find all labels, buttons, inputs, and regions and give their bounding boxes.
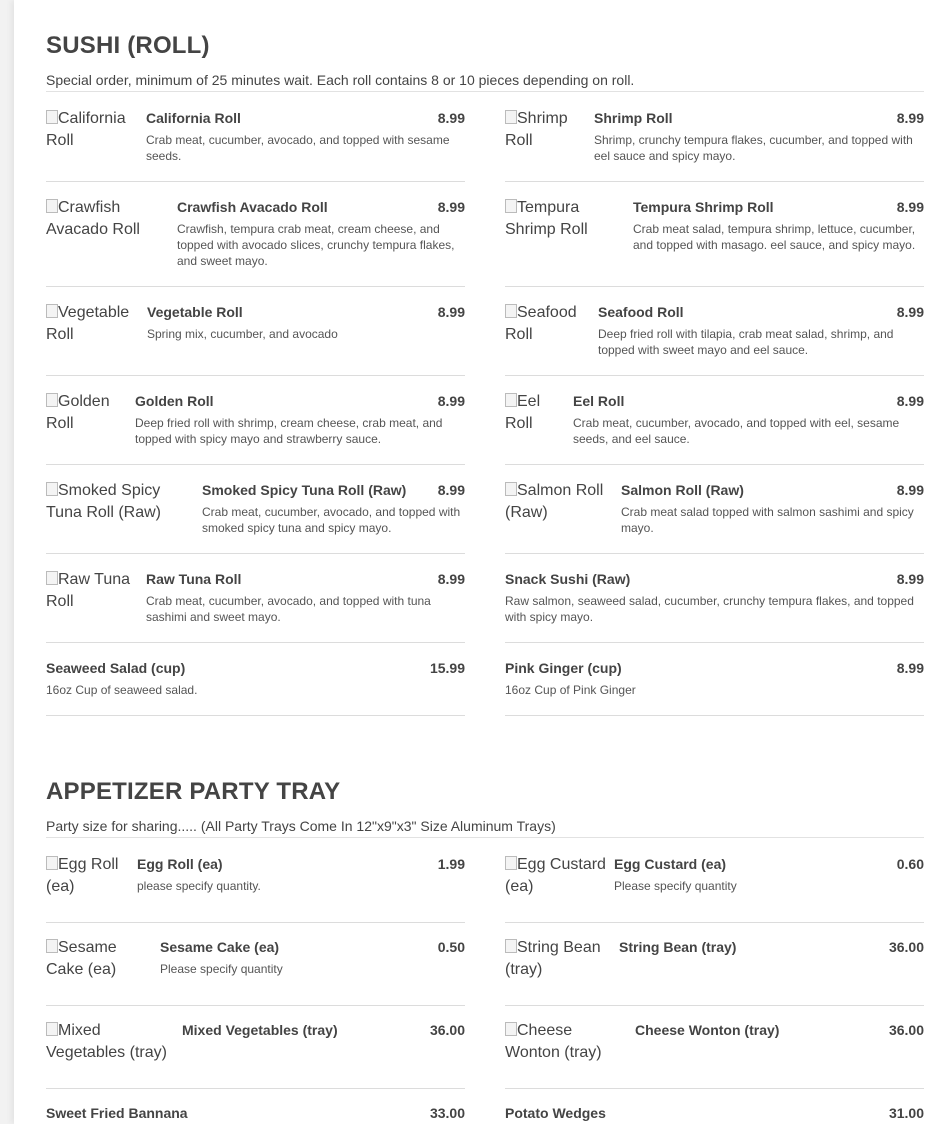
section-title: SUSHI (ROLL) — [46, 32, 210, 59]
item-image — [46, 391, 130, 441]
image-alt-text: Golden Roll — [46, 393, 110, 432]
item-image — [46, 937, 156, 987]
broken-image-icon — [505, 482, 517, 496]
image-alt-text: Egg Roll (ea) — [46, 856, 119, 895]
item-description: 16oz Cup of seaweed salad. — [46, 683, 198, 697]
item-image — [505, 937, 613, 987]
item-description: Deep fried roll with tilapia, crab meat salad, shrimp, and topped with sweet mayo and eel sauce. — [598, 327, 894, 357]
item-price: 0.50 — [437, 939, 465, 955]
item-image — [505, 480, 615, 530]
item-description: Crab meat, cucumber, avocado, and topped with eel, sesame seeds, and eel sauce. — [573, 416, 900, 446]
menu-item-potato-wedges[interactable] — [505, 1103, 924, 1124]
item-description: 16oz Cup of Pink Ginger — [505, 683, 636, 697]
image-alt-text: String Bean (tray) — [505, 939, 601, 978]
item-description: Crab meat salad topped with salmon sashimi and spicy mayo. — [621, 505, 914, 535]
image-alt-text: Mixed Vegetables (tray) — [46, 1022, 167, 1061]
image-alt-text: Salmon Roll (Raw) — [505, 482, 604, 521]
menu-page — [14, 0, 950, 1124]
image-alt-text: Cheese Wonton (tray) — [505, 1022, 602, 1061]
broken-image-icon — [505, 199, 517, 213]
broken-image-icon — [505, 393, 517, 407]
image-alt-text: Tempura Shrimp Roll — [505, 199, 588, 238]
image-alt-text: Egg Custard (ea) — [505, 856, 606, 895]
item-name: Crawfish Avacado Roll — [177, 199, 328, 215]
menu-item-raw-tuna-roll[interactable] — [46, 569, 465, 643]
item-price: 8.99 — [896, 304, 924, 320]
item-image — [505, 391, 565, 441]
broken-image-icon — [505, 856, 517, 870]
item-price: 8.99 — [437, 110, 465, 126]
item-name: California Roll — [146, 110, 241, 126]
broken-image-icon — [46, 939, 58, 953]
item-price: 8.99 — [896, 199, 924, 215]
item-name: Shrimp Roll — [594, 110, 673, 126]
menu-item-crawfish-avacado-roll[interactable] — [46, 197, 465, 287]
item-image — [46, 302, 142, 368]
item-price: 8.99 — [896, 660, 924, 676]
menu-item-sesame-cake[interactable] — [46, 937, 465, 1006]
item-price: 8.99 — [896, 482, 924, 498]
item-price: 8.99 — [896, 393, 924, 409]
section-title: APPETIZER PARTY TRAY — [46, 778, 341, 805]
item-description: Shrimp, crunchy tempura flakes, cucumber, and topped with eel sauce and spicy mayo. — [594, 133, 913, 163]
item-name: String Bean (tray) — [619, 939, 737, 955]
item-price: 8.99 — [437, 393, 465, 409]
menu-item-golden-roll[interactable] — [46, 391, 465, 465]
item-price: 8.99 — [437, 571, 465, 587]
item-name: Raw Tuna Roll — [146, 571, 242, 587]
menu-item-pink-ginger[interactable] — [505, 658, 924, 716]
item-price: 36.00 — [429, 1022, 465, 1038]
image-alt-text: Seafood Roll — [505, 304, 577, 343]
item-price: 0.60 — [896, 856, 924, 872]
image-alt-text: Vegetable Roll — [46, 304, 130, 343]
item-image — [46, 1020, 176, 1070]
item-image — [505, 108, 589, 158]
item-image — [46, 108, 142, 158]
item-description: Crab meat, cucumber, avocado, and topped with smoked spicy tuna and spicy mayo. — [202, 505, 461, 535]
appetizer-section — [46, 778, 924, 1124]
menu-item-sweet-fried-bannana[interactable] — [46, 1103, 465, 1124]
broken-image-icon — [505, 110, 517, 124]
item-description: Crab meat salad, tempura shrimp, lettuce, cucumber, and topped with masago. eel sauce, and spicy mayo. — [633, 222, 916, 252]
item-name: Pink Ginger (cup) — [505, 660, 622, 676]
menu-item-string-bean[interactable] — [505, 937, 924, 1006]
item-description: Please specify quantity — [160, 962, 283, 976]
item-image — [505, 1020, 625, 1070]
menu-item-egg-custard[interactable] — [505, 854, 924, 923]
item-name: Egg Custard (ea) — [614, 856, 727, 872]
menu-item-smoked-spicy-tuna-roll[interactable] — [46, 480, 465, 554]
item-image — [46, 197, 170, 247]
item-description: Crab meat, cucumber, avocado, and topped with tuna sashimi and sweet mayo. — [146, 594, 431, 624]
item-name: Salmon Roll (Raw) — [621, 482, 744, 498]
item-name: Sesame Cake (ea) — [160, 939, 280, 955]
item-description: please specify quantity. — [137, 879, 261, 893]
sushi-section — [46, 32, 924, 722]
broken-image-icon — [46, 482, 58, 496]
item-description: Raw salmon, seaweed salad, cucumber, crunchy tempura flakes, and topped with spicy mayo. — [505, 594, 914, 624]
menu-item-egg-roll[interactable] — [46, 854, 465, 923]
item-price: 8.99 — [437, 199, 465, 215]
item-name: Snack Sushi (Raw) — [505, 571, 631, 587]
broken-image-icon — [46, 199, 58, 213]
image-alt-text: Raw Tuna Roll — [46, 571, 131, 610]
item-image — [46, 569, 136, 619]
item-name: Golden Roll — [135, 393, 214, 409]
menu-item-vegetable-roll[interactable] — [46, 302, 465, 376]
item-price: 36.00 — [888, 1022, 924, 1038]
broken-image-icon — [46, 1022, 58, 1036]
item-image — [46, 854, 132, 904]
image-alt-text: Eel Roll — [505, 393, 541, 432]
image-alt-text: California Roll — [46, 110, 126, 149]
broken-image-icon — [505, 939, 517, 953]
item-image — [46, 480, 196, 530]
broken-image-icon — [46, 393, 58, 407]
item-name: Sweet Fried Bannana — [46, 1105, 188, 1121]
broken-image-icon — [46, 571, 58, 585]
item-price: 15.99 — [429, 660, 465, 676]
item-description: Crab meat, cucumber, avocado, and topped with sesame seeds. — [146, 133, 450, 163]
image-alt-text: Shrimp Roll — [505, 110, 568, 149]
menu-item-mixed-vegetables[interactable] — [46, 1020, 465, 1089]
menu-item-seaweed-salad[interactable] — [46, 658, 465, 716]
menu-item-seafood-roll[interactable] — [505, 302, 924, 376]
menu-item-california-roll[interactable] — [46, 108, 465, 182]
broken-image-icon — [46, 856, 58, 870]
item-description: Please specify quantity — [614, 879, 737, 893]
menu-item-cheese-wonton[interactable] — [505, 1020, 924, 1089]
item-name: Potato Wedges — [505, 1105, 606, 1121]
broken-image-icon — [46, 304, 58, 318]
item-description: Spring mix, cucumber, and avocado — [147, 327, 338, 341]
section-divider — [46, 91, 924, 92]
item-name: Eel Roll — [573, 393, 625, 409]
item-name: Egg Roll (ea) — [137, 856, 223, 872]
item-price: 8.99 — [437, 304, 465, 320]
item-name: Tempura Shrimp Roll — [633, 199, 774, 215]
item-price: 8.99 — [896, 110, 924, 126]
broken-image-icon — [505, 1022, 517, 1036]
item-image — [505, 302, 593, 352]
section-divider — [46, 837, 924, 838]
menu-item-tempura-shrimp-roll[interactable] — [505, 197, 924, 287]
menu-item-shrimp-roll[interactable] — [505, 108, 924, 182]
item-price: 8.99 — [437, 482, 465, 498]
broken-image-icon — [505, 304, 517, 318]
menu-item-salmon-roll[interactable] — [505, 480, 924, 554]
item-name: Vegetable Roll — [147, 304, 243, 320]
item-price: 36.00 — [888, 939, 924, 955]
item-description: Crawfish, tempura crab meat, cream cheese, and topped with avocado slices, crunchy tempura flakes, and sweet mayo. — [177, 222, 455, 268]
item-name: Mixed Vegetables (tray) — [182, 1022, 338, 1038]
broken-image-icon — [46, 110, 58, 124]
image-alt-text: Smoked Spicy Tuna Roll (Raw) — [46, 482, 161, 521]
item-image — [505, 854, 609, 904]
item-image — [505, 197, 625, 247]
menu-item-snack-sushi[interactable] — [505, 569, 924, 643]
item-price: 31.00 — [888, 1105, 924, 1121]
section-description: Special order, minimum of 25 minutes wait. Each roll contains 8 or 10 pieces depending on roll. — [46, 72, 635, 88]
item-name: Smoked Spicy Tuna Roll (Raw) — [202, 482, 407, 498]
item-name: Seafood Roll — [598, 304, 684, 320]
item-name: Cheese Wonton (tray) — [635, 1022, 780, 1038]
item-price: 8.99 — [896, 571, 924, 587]
item-name: Seaweed Salad (cup) — [46, 660, 186, 676]
menu-item-eel-roll[interactable] — [505, 391, 924, 465]
item-price: 33.00 — [429, 1105, 465, 1121]
section-description: Party size for sharing..... (All Party Trays Come In 12"x9"x3" Size Aluminum Trays) — [46, 818, 556, 834]
item-description: Deep fried roll with shrimp, cream cheese, crab meat, and topped with spicy mayo and strawberry sauce. — [135, 416, 443, 446]
item-price: 1.99 — [437, 856, 465, 872]
image-alt-text: Crawfish Avacado Roll — [46, 199, 140, 238]
image-alt-text: Sesame Cake (ea) — [46, 939, 117, 978]
